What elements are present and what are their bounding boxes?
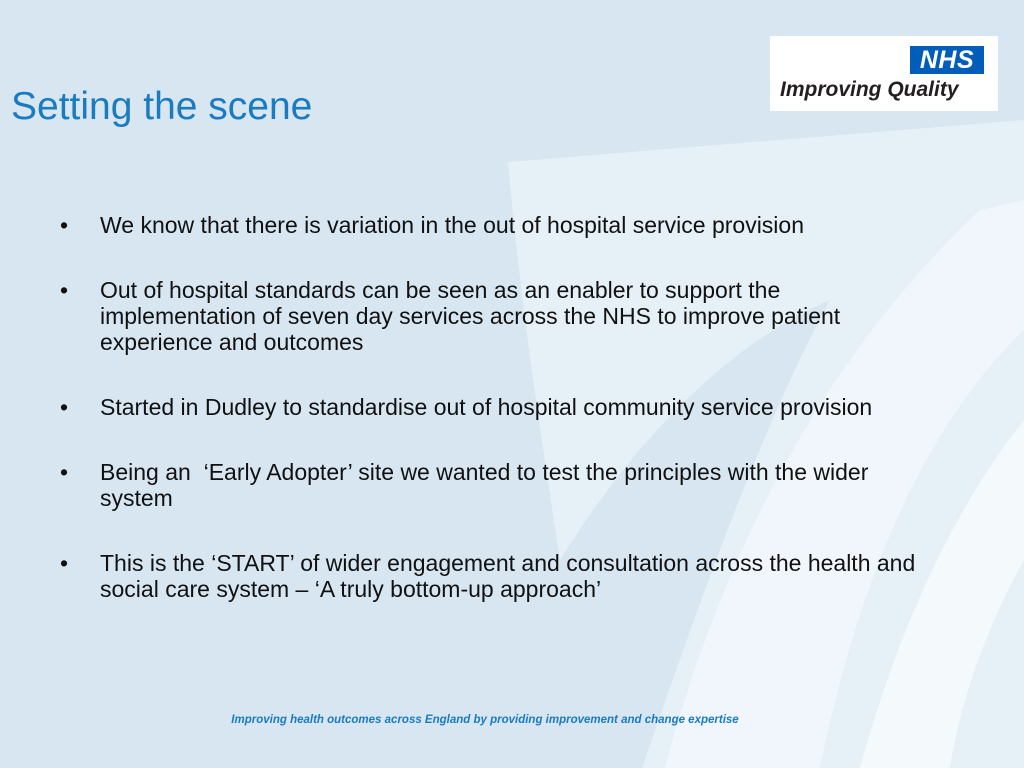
bullet-item	[60, 550, 940, 602]
bullet-text: Out of hospital standards can be seen as an enabler to support the implementation of seven day services across the NHS to improve patient experience and outcomes	[100, 277, 841, 355]
bullet-text: Started in Dudley to standardise out of hospital community service provision	[100, 394, 873, 420]
bullet-point-icon: •	[60, 277, 69, 303]
bullet-point-icon: •	[60, 459, 69, 485]
bullet-point-icon: •	[60, 550, 69, 576]
nhs-improving-quality-logo	[770, 36, 998, 111]
bullet-item	[60, 212, 940, 238]
bullet-item	[60, 394, 940, 420]
footer-strapline: Improving health outcomes across England by providing improvement and change expertise	[231, 714, 739, 726]
bullet-text: We know that there is variation in the out of hospital service provision	[100, 212, 804, 238]
bullet-text: Being an ‘Early Adopter’ site we wanted to test the principles with the wider system	[100, 459, 875, 511]
bullet-point-icon: •	[60, 212, 69, 238]
bullet-item	[60, 277, 940, 355]
logo-tagline: Improving Quality	[780, 78, 959, 101]
bullet-point-icon: •	[60, 394, 69, 420]
bullet-item	[60, 459, 940, 511]
slide-title: Setting the scene	[11, 85, 313, 128]
nhs-logo-mark: NHS	[910, 46, 984, 74]
bullet-text: This is the ‘START’ of wider engagement and consultation across the health and social care system – ‘A truly bottom-up approach’	[100, 550, 916, 602]
bullet-list	[60, 212, 940, 641]
